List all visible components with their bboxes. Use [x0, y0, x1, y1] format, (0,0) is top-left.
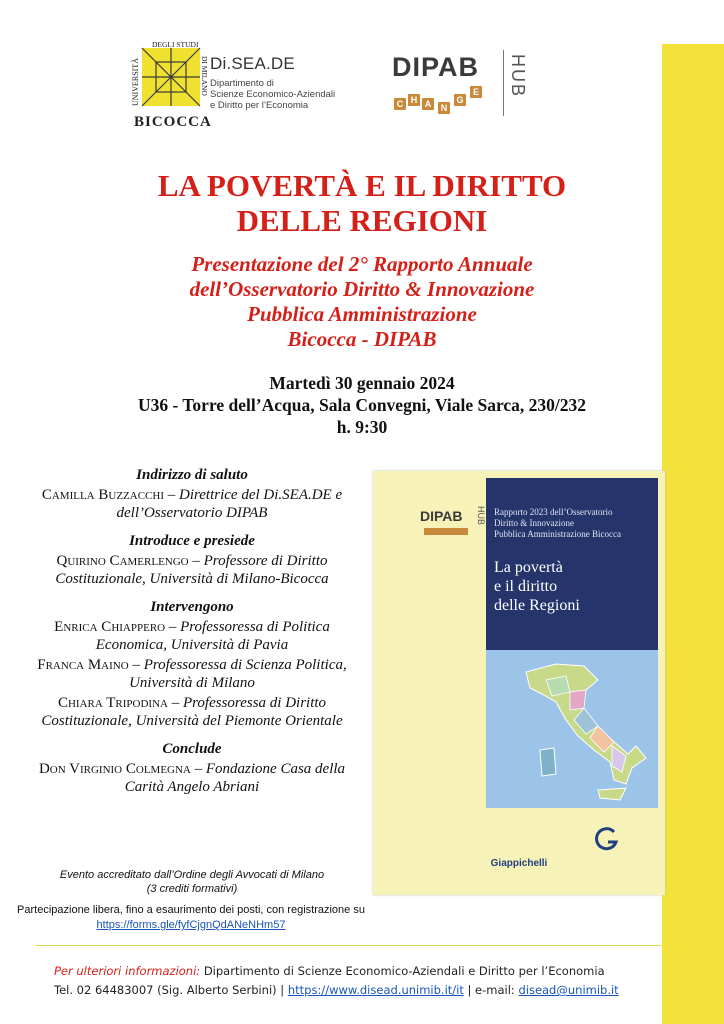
change-tile: E	[470, 86, 482, 98]
dipab-hub-logo	[392, 48, 532, 124]
speaker-name: Chiara Tripodina	[57, 695, 168, 711]
disead-subtitle	[210, 78, 335, 111]
speaker-name: Don Virginio Colmegna	[38, 761, 191, 777]
title-line: LA POVERTÀ E IL DIRITTO	[157, 168, 567, 203]
event-venue: U36 - Torre dell’Acqua, Sala Convegni, Viale Sarca, 230/232	[137, 395, 587, 415]
accreditation-line: (3 crediti formativi)	[146, 883, 238, 895]
speaker	[22, 760, 362, 796]
hub-divider	[503, 50, 504, 116]
title-line: DELLE REGIONI	[236, 203, 488, 238]
book-publisher: Giappichelli	[490, 858, 548, 869]
unimib-logo	[130, 40, 212, 130]
change-tile: H	[408, 94, 420, 106]
disead-name: Di.SEA.DE	[210, 54, 295, 73]
giappichelli-logo-icon	[594, 826, 620, 852]
disead-sub-line: Scienze Economico-Aziendali	[210, 89, 336, 100]
change-tile: C	[394, 98, 406, 110]
speaker-role: – Professore di Diritto Costituzionale, Università di Milano-Bicocca	[55, 553, 329, 587]
event-time: h. 9:30	[336, 417, 388, 437]
dipab-word: DIPAB	[392, 52, 480, 82]
footer	[54, 962, 654, 1000]
speaker-role: – Professoressa di Scienza Politica, Università di Milano	[129, 657, 347, 691]
unimib-line1: UNIVERSITÀ	[131, 58, 140, 106]
speaker-name: Quirino Camerlengo	[56, 553, 189, 569]
section-heading-intervengono: Intervengono	[150, 599, 234, 615]
disead-sub-line: e Diritto per l’Economia	[210, 100, 309, 111]
book-title-line: e il diritto	[494, 578, 558, 595]
event-date: Martedì 30 gennaio 2024	[269, 373, 455, 393]
footer-info-text: Dipartimento di Scienze Economico-Aziendali e Diritto per l’Economia	[203, 964, 605, 978]
section-heading-saluto: Indirizzo di saluto	[136, 467, 248, 483]
speaker	[22, 552, 362, 588]
disead-sub-line: Dipartimento di	[210, 78, 274, 89]
registration-link[interactable]: https://forms.gle/fyfCjgnQdANeNHm57	[96, 919, 286, 931]
book-series	[494, 507, 654, 540]
footer-email-label: | e-mail:	[467, 983, 515, 997]
book-series-line: Rapporto 2023 dell’Osservatorio	[494, 507, 613, 517]
unimib-line4: BICOCCA	[134, 114, 212, 130]
book-logo-tiles	[424, 528, 468, 535]
section-heading-introduce: Introduce e presiede	[129, 533, 255, 549]
page-title	[0, 168, 724, 238]
program	[22, 466, 362, 796]
section-heading-conclude: Conclude	[162, 741, 222, 757]
speaker-name: Franca Maino	[37, 657, 129, 673]
subtitle-line: Presentazione del 2° Rapporto Annuale	[191, 252, 533, 276]
book-logo-hub: HUB	[476, 506, 486, 526]
change-tile: N	[438, 102, 450, 114]
speaker	[22, 486, 362, 522]
footer-website-link[interactable]: https://www.disead.unimib.it/it	[287, 983, 464, 997]
hub-word: HUB	[508, 54, 528, 99]
speaker-role: – Direttrice del Di.SEA.DE e dell’Osservatorio DIPAB	[116, 487, 343, 521]
footer-info-label: Per ulteriori informazioni:	[54, 964, 201, 978]
footer-phone: Tel. 02 64483007 (Sig. Alberto Serbini) |	[54, 983, 285, 997]
speaker-name: Enrica Chiappero	[54, 619, 166, 635]
registration-text: Partecipazione libera, fino a esaurimento dei posti, con registrazione su	[17, 904, 365, 916]
footer-email-link[interactable]: disead@unimib.it	[518, 983, 619, 997]
speaker-name: Camilla Buzzacchi	[41, 487, 164, 503]
book-cover-map-panel	[486, 650, 658, 808]
unimib-line2: DEGLI STUDI	[152, 40, 199, 49]
accreditation-line: Evento accreditato dall’Ordine degli Avvocati di Milano	[59, 869, 325, 881]
book-series-line: Diritto & Innovazione	[494, 518, 574, 528]
book-logo-word: DIPAB	[420, 508, 463, 524]
speaker	[22, 618, 362, 654]
subtitle-line: dell’Osservatorio Diritto & Innovazione	[189, 277, 535, 301]
speaker-role: – Fondazione Casa della Carità Angelo Abriani	[124, 761, 346, 795]
speaker	[22, 694, 362, 730]
registration-note	[0, 903, 382, 933]
change-tile: G	[454, 94, 466, 106]
page-subtitle	[0, 252, 724, 352]
event-details	[0, 372, 724, 438]
speaker-role: – Professoressa di Politica Economica, Università di Pavia	[95, 619, 330, 653]
disead-logo	[210, 54, 335, 111]
speaker	[22, 656, 362, 692]
book-series-line: Pubblica Amministrazione Bicocca	[494, 529, 621, 539]
footer-divider	[36, 945, 662, 946]
italy-map-icon	[486, 650, 658, 808]
subtitle-line: Bicocca - DIPAB	[287, 327, 437, 351]
unimib-line3: DI MILANO	[200, 56, 209, 96]
change-tile: A	[422, 98, 434, 110]
book-title	[494, 558, 654, 615]
book-dipab-logo	[420, 508, 490, 548]
accreditation-note	[22, 868, 362, 896]
speaker-role: – Professoressa di Diritto Costituzionale, Università del Piemonte Orientale	[41, 695, 343, 729]
book-title-line: La povertà	[494, 559, 563, 576]
book-title-line: delle Regioni	[494, 597, 580, 614]
subtitle-line: Pubblica Amministrazione	[247, 302, 477, 326]
